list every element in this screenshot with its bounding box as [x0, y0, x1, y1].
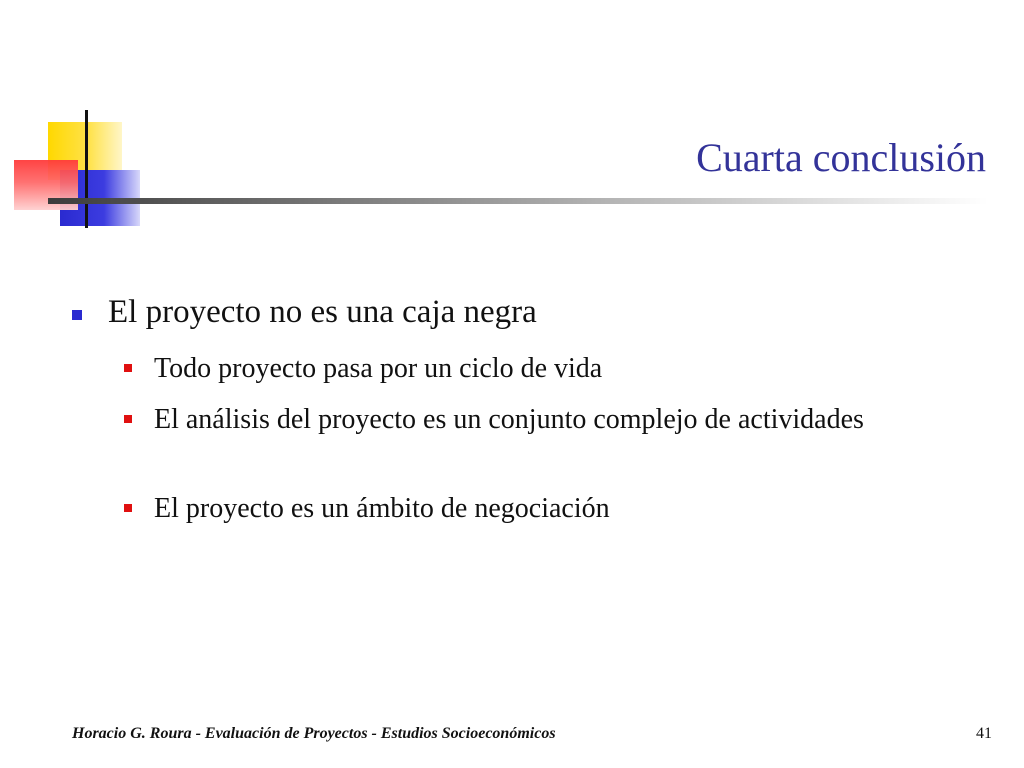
square-bullet-icon	[124, 504, 132, 512]
square-bullet-icon	[124, 415, 132, 423]
bullet-level2	[124, 401, 894, 438]
square-bullet-icon	[124, 364, 132, 372]
bullet-level2	[124, 490, 894, 527]
footer-author-text: Horacio G. Roura - Evaluación de Proyectos - Estudios Socioeconómicos	[72, 725, 556, 742]
bullet-text: El proyecto es un ámbito de negociación	[154, 493, 610, 524]
page-number: 41	[976, 725, 992, 742]
bullet-text: El proyecto no es una caja negra	[108, 294, 537, 330]
bullet-level2	[124, 350, 894, 387]
bullet-text: Todo proyecto pasa por un ciclo de vida	[154, 353, 603, 384]
square-bullet-icon	[72, 310, 82, 320]
bullet-text: El análisis del proyecto es un conjunto complejo de actividades	[154, 404, 864, 435]
slide-title: Cuarta conclusión	[696, 135, 986, 180]
bullet-level1	[72, 294, 537, 331]
